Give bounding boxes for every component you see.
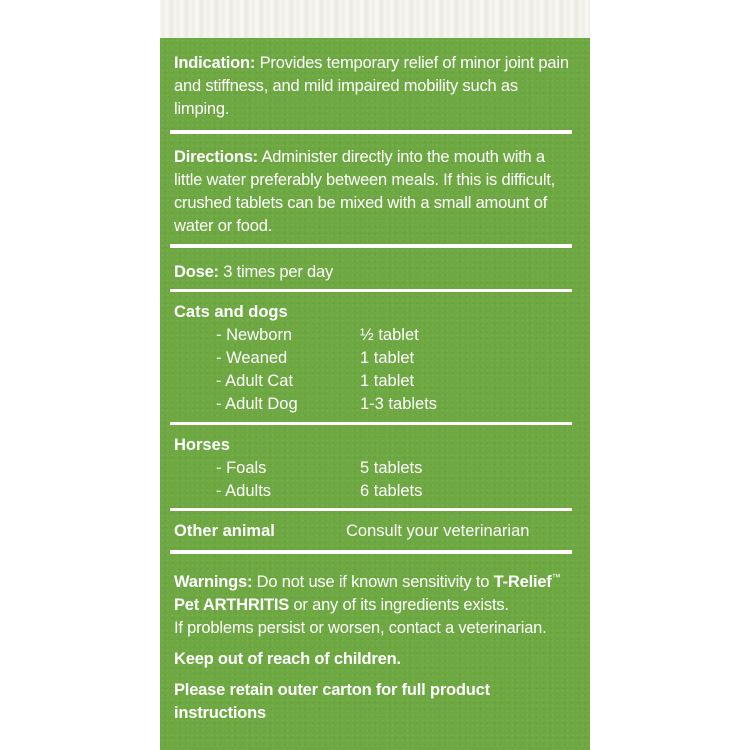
retain-carton-notice: Please retain outer carton for full product instructions xyxy=(174,681,490,722)
warnings-text-3: If problems persist or worsen, contact a veterinarian. xyxy=(174,619,547,637)
dose-amount: 1 tablet xyxy=(360,372,415,390)
directions-label: Directions: xyxy=(174,148,258,166)
product-name: Pet ARTHRITIS xyxy=(174,596,290,614)
trademark-symbol: ™ xyxy=(551,572,561,582)
animal-name: - Foals xyxy=(216,459,267,477)
animal-name: - Adults xyxy=(216,482,272,500)
horses-heading: Horses xyxy=(174,436,230,454)
label-panel xyxy=(160,38,590,750)
animal-name: - Newborn xyxy=(216,326,293,344)
cats-dogs-heading: Cats and dogs xyxy=(174,303,288,321)
directions-section xyxy=(174,146,574,238)
warnings-label: Warnings: xyxy=(174,573,253,591)
indication-label: Indication: xyxy=(174,54,256,72)
other-animal-row xyxy=(160,520,580,543)
divider xyxy=(170,508,572,511)
animal-name: - Weaned xyxy=(216,349,288,367)
divider xyxy=(170,289,572,292)
dose-text: 3 times per day xyxy=(218,263,334,281)
other-animal-label: Other animal xyxy=(174,522,275,540)
divider xyxy=(170,422,572,425)
divider xyxy=(170,550,572,554)
divider xyxy=(170,130,572,134)
keep-out-notice: Keep out of reach of children. xyxy=(174,650,401,668)
brand-name: T-Relief xyxy=(493,573,552,591)
other-animal-value: Consult your veterinarian xyxy=(346,522,530,540)
warnings-section xyxy=(174,566,574,640)
warnings-text: Do not use if known sensitivity to xyxy=(252,573,494,591)
dose-amount: ½ tablet xyxy=(360,326,419,344)
dose-amount: 1-3 tablets xyxy=(360,395,438,413)
top-paper-strip xyxy=(160,0,590,38)
dose-section xyxy=(174,261,574,284)
dose-amount: 1 tablet xyxy=(360,349,415,367)
dose-amount: 5 tablets xyxy=(360,459,423,477)
animal-name: - Adult Cat xyxy=(216,372,294,390)
divider xyxy=(170,244,572,248)
indication-text: Provides temporary relief of minor joint pain and stiffness, and mild impaired mobility such as limping. xyxy=(174,54,569,118)
directions-text: Administer directly into the mouth with a little water preferably between meals. If this is difficult, crushed tablets can be mixed with a small amount of water or food. xyxy=(174,148,556,235)
indication-section xyxy=(174,52,574,121)
dose-amount: 6 tablets xyxy=(360,482,423,500)
dose-label: Dose: xyxy=(174,263,219,281)
animal-name: - Adult Dog xyxy=(216,395,298,413)
warnings-text-2: or any of its ingredients exists. xyxy=(289,596,509,614)
